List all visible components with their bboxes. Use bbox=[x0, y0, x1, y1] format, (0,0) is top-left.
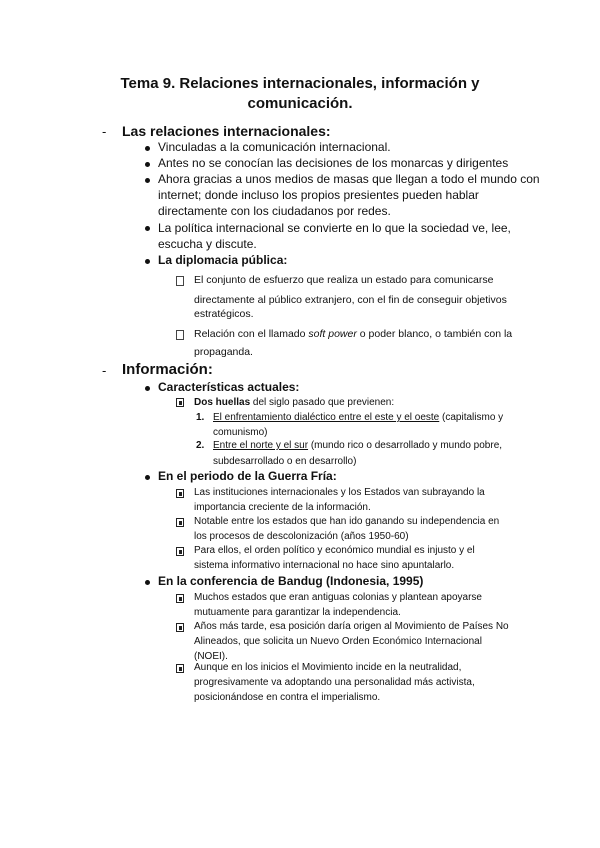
document-title bbox=[120, 74, 480, 114]
guerra-fria-text: importancia creciente de la información. bbox=[194, 502, 371, 513]
bandug-text: posicionándose en contra el imperialismo. bbox=[194, 692, 381, 703]
missing-glyph-icon bbox=[176, 276, 184, 286]
guerra-fria-text: los procesos de descolonización (años 1950-60) bbox=[194, 531, 409, 542]
bandug-text: Alineados, que solicita un Nuevo Orden Económico Internacional bbox=[194, 636, 482, 647]
section-dash: - bbox=[102, 363, 107, 378]
guerra-fria-text: sistema informativo internacional no hace sino apuntalarlo. bbox=[194, 560, 455, 571]
diplomacia-text: directamente al público extranjero, con el fin de conseguir objetivos bbox=[194, 294, 507, 306]
subsection-heading-caracteristicas: Características actuales: bbox=[158, 380, 300, 394]
bullet-dot bbox=[145, 226, 150, 231]
list-item-continuation: internet; donde incluso los propios presientes pueden hablar bbox=[158, 188, 479, 202]
list-number: 1. bbox=[196, 412, 205, 423]
diplomacia-text: estratégicos. bbox=[194, 308, 254, 320]
section-heading-informacion: Información: bbox=[122, 361, 213, 378]
subsection-heading-bandug: En la conferencia de Bandug (Indonesia, 1995) bbox=[158, 574, 424, 588]
bandug-text: mutuamente para garantizar la independencia. bbox=[194, 607, 401, 618]
text-run: Entre el norte y el sur bbox=[213, 440, 309, 451]
list-item-continuation: subdesarrollado o en desarrollo) bbox=[213, 456, 357, 467]
missing-glyph-icon bbox=[176, 330, 184, 340]
list-item bbox=[213, 438, 502, 454]
checkbox-bullet-icon bbox=[176, 547, 184, 556]
diplomacia-text bbox=[194, 325, 512, 343]
diplomacia-text: El conjunto de esfuerzo que realiza un estado para comunicarse bbox=[194, 274, 494, 286]
bandug-text: (NOEI). bbox=[194, 651, 228, 662]
title-line-2: comunicación. bbox=[247, 95, 353, 112]
list-item: Ahora gracias a unos medios de masas que llegan a todo el mundo con bbox=[158, 172, 540, 186]
bullet-dot bbox=[145, 580, 150, 585]
bullet-dot bbox=[145, 475, 150, 480]
checkbox-bullet-icon bbox=[176, 594, 184, 603]
list-item-continuation: directamente con los ciudadanos por redes. bbox=[158, 204, 391, 218]
guerra-fria-text: Notable entre los estados que han ido ganando su independencia en bbox=[194, 516, 500, 527]
list-number: 2. bbox=[196, 440, 205, 451]
bandug-text: Muchos estados que eran antiguas colonias y plantean apoyarse bbox=[194, 592, 482, 603]
checkbox-bullet-icon bbox=[176, 518, 184, 527]
bullet-dot bbox=[145, 178, 150, 183]
text-run: El enfrentamiento dialéctico entre el este y el oeste bbox=[213, 412, 440, 423]
subsection-heading-diplomacia: La diplomacia pública: bbox=[158, 253, 288, 267]
guerra-fria-text: Las instituciones internacionales y los Estados van subrayando la bbox=[194, 487, 485, 498]
guerra-fria-text: Para ellos, el orden político y económico mundial es injusto y el bbox=[194, 545, 475, 556]
list-item bbox=[213, 410, 503, 426]
text-run: Dos huellas bbox=[194, 397, 251, 408]
text-run: (capitalismo y bbox=[439, 412, 504, 423]
list-item: Antes no se conocían las decisiones de los monarcas y dirigentes bbox=[158, 156, 509, 170]
section-dash: - bbox=[102, 124, 107, 139]
text-run: del siglo pasado que previenen: bbox=[250, 397, 395, 408]
diplomacia-text: propaganda. bbox=[194, 346, 253, 358]
bullet-dot bbox=[145, 162, 150, 167]
soft-power-term: soft power bbox=[308, 328, 357, 340]
list-item-continuation: escucha y discute. bbox=[158, 237, 257, 251]
checkbox-bullet-icon bbox=[176, 664, 184, 673]
text-run: (mundo rico o desarrollado y mundo pobre, bbox=[308, 440, 503, 451]
huellas-line bbox=[194, 395, 394, 411]
checkbox-bullet-icon bbox=[176, 398, 184, 407]
list-item: Vinculadas a la comunicación internacional. bbox=[158, 140, 391, 154]
bullet-dot bbox=[145, 146, 150, 151]
bandug-text: Aunque en los inicios el Movimiento incide en la neutralidad, bbox=[194, 662, 462, 673]
checkbox-bullet-icon bbox=[176, 623, 184, 632]
bullet-dot bbox=[145, 386, 150, 391]
bullet-dot bbox=[145, 259, 150, 264]
text-run: o poder blanco, o también con la bbox=[359, 328, 513, 340]
checkbox-bullet-icon bbox=[176, 489, 184, 498]
title-line-1: Tema 9. Relaciones internacionales, información y bbox=[120, 75, 480, 92]
bandug-text: Años más tarde, esa posición daría origen al Movimiento de Países No bbox=[194, 621, 509, 632]
list-item: La política internacional se convierte en lo que la sociedad ve, lee, bbox=[158, 221, 511, 235]
subsection-heading-guerra-fria: En el periodo de la Guerra Fría: bbox=[158, 469, 337, 483]
bandug-text: progresivamente va adoptando una personalidad más activista, bbox=[194, 677, 475, 688]
text-run: Relación con el llamado bbox=[194, 328, 306, 340]
section-heading-relaciones: Las relaciones internacionales: bbox=[122, 123, 331, 139]
list-item-continuation: comunismo) bbox=[213, 427, 268, 438]
